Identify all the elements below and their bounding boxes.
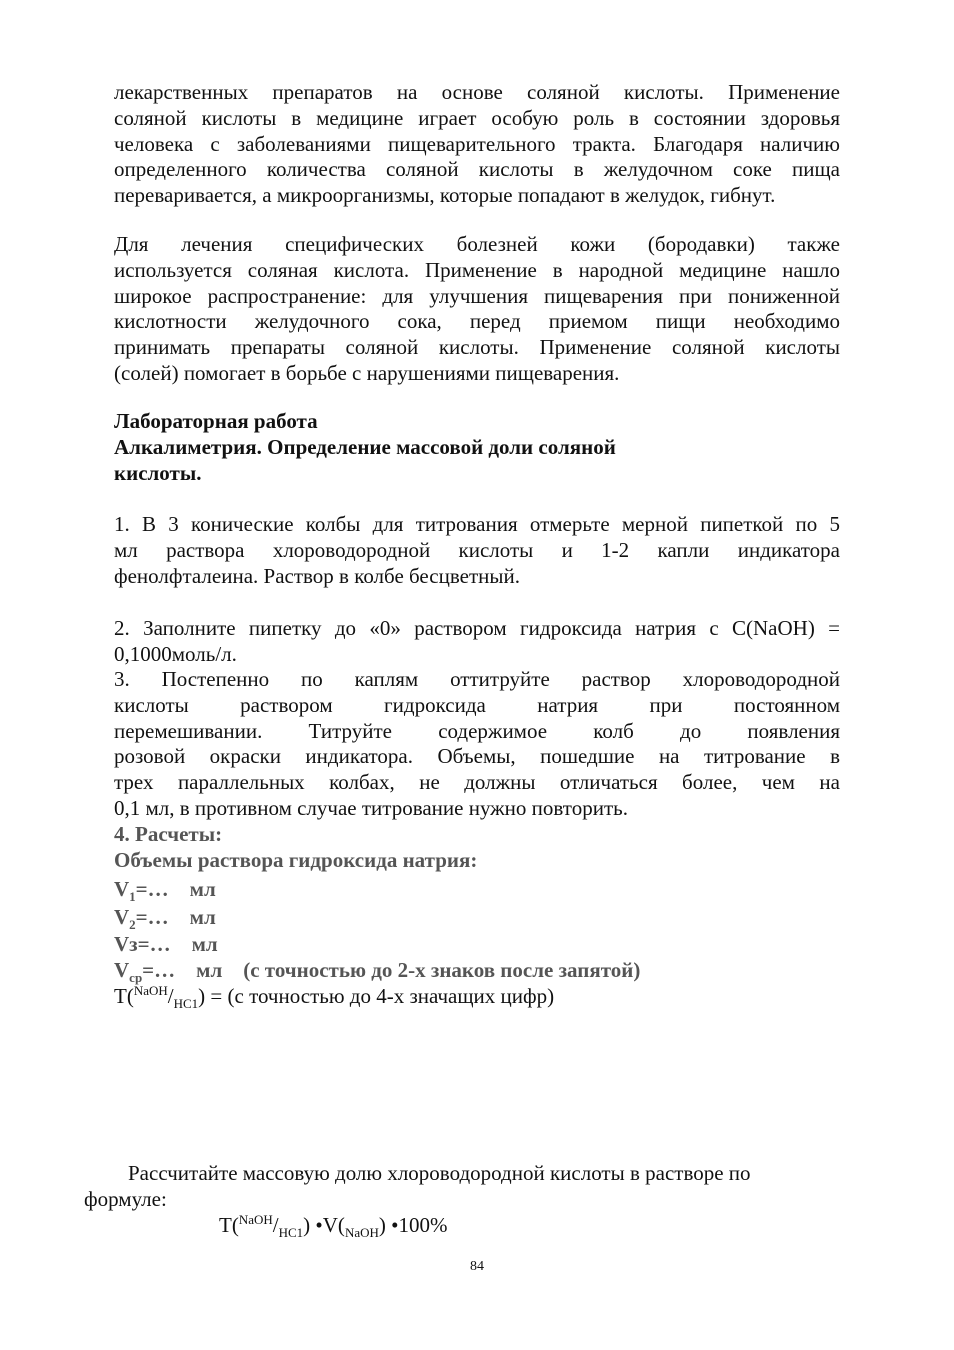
text-line: 0,1000моль/л. bbox=[114, 641, 237, 666]
volume-symbol: V bbox=[114, 876, 130, 901]
page-number: 84 bbox=[470, 1259, 484, 1274]
text-line: кислотности желудочного сока, перед приемом пищи необходимо bbox=[114, 309, 840, 334]
volume-value: =… мл bbox=[135, 876, 216, 901]
text-line: 0,1 мл, в противном случае титрование нужно повторить. bbox=[114, 795, 628, 820]
text-line: определенного количества соляной кислоты в желудочном соке пища bbox=[114, 157, 840, 182]
text-line: человека с заболеваниями пищеварительного тракта. Благодаря наличию bbox=[114, 131, 840, 156]
final-instruction bbox=[84, 1160, 844, 1212]
text-line: мл раствора хлороводородной кислоты и 1-2 капли индикатора bbox=[114, 537, 840, 562]
volume-average bbox=[114, 957, 840, 983]
calc-subtitle: Объемы раствора гидроксида натрия: bbox=[114, 847, 478, 872]
final-line: Рассчитайте массовую долю хлороводородной кислоты в растворе по bbox=[128, 1161, 751, 1185]
volume-index: 2 bbox=[129, 916, 136, 932]
text-line: 2. Заполните пипетку до «0» раствором гидроксида натрия с C(NaOH) = bbox=[114, 616, 840, 640]
heading-line: Алкалиметрия. Определение массовой доли соляной bbox=[114, 434, 616, 459]
volume-index: 1 bbox=[129, 888, 136, 904]
text-line: перемешивании. Титруйте содержимое колб до появления bbox=[114, 718, 840, 743]
text-line: широкое распространение: для улучшения пищеварения при пониженной bbox=[114, 283, 840, 308]
formula-subscript-2: NaOH bbox=[344, 1225, 379, 1240]
formula-prefix: T( bbox=[219, 1213, 239, 1237]
volume-index: ср bbox=[129, 969, 143, 985]
paragraph-intro bbox=[114, 80, 840, 209]
volume-symbol: V bbox=[114, 957, 130, 982]
calc-title: 4. Расчеты: bbox=[114, 822, 223, 846]
text-line: (солей) помогает в борьбе с нарушениями пищеварения. bbox=[114, 360, 620, 385]
titer-line bbox=[114, 983, 840, 1009]
volume-2 bbox=[114, 904, 840, 931]
formula-slash: / bbox=[272, 1213, 279, 1237]
text-line: переваривается, а микроорганизмы, которые попадают в желудок, гибнут. bbox=[114, 183, 776, 208]
paragraph-medicine bbox=[114, 232, 840, 387]
volume-symbol: V bbox=[114, 904, 130, 929]
titer-slash: / bbox=[167, 983, 174, 1008]
text-line: принимать препараты соляной кислоты. Применение соляной кислоты bbox=[114, 335, 840, 360]
calculations bbox=[114, 822, 840, 1009]
text-line: используется соляная кислота. Применение в народной медицине нашло bbox=[114, 257, 840, 282]
formula-subscript: HC1 bbox=[278, 1225, 304, 1240]
text-line: розовой окраски индикатора. Объемы, пошедшие на титрование в bbox=[114, 744, 840, 769]
step-1 bbox=[114, 512, 840, 589]
text-line: соляной кислоты в медицине играет особую роль в состоянии здоровья bbox=[114, 105, 840, 130]
volume-value: =… мл (с точностью до 2-х знаков после запятой) bbox=[142, 957, 641, 982]
step-2 bbox=[114, 616, 840, 668]
volume-1 bbox=[114, 874, 840, 904]
text-line: 3. Постепенно по каплям оттитруйте раствор хлороводородной bbox=[114, 667, 840, 691]
text-line: трех параллельных колбах, не должны отличаться более, чем на bbox=[114, 770, 840, 795]
text-line: кислоты раствором гидроксида натрия при постоянном bbox=[114, 692, 840, 717]
final-line: формуле: bbox=[84, 1187, 167, 1211]
formula-suffix: ) •100% bbox=[378, 1213, 448, 1237]
titer-prefix: T( bbox=[114, 983, 134, 1008]
volume-3: Vз=… мл bbox=[114, 931, 218, 956]
titer-superscript: NaOH bbox=[133, 982, 168, 998]
text-line: 1. В 3 конические колбы для титрования отмерьте мерной пипеткой по 5 bbox=[114, 512, 840, 536]
titer-subscript: HC1 bbox=[173, 995, 199, 1011]
formula-middle: ) •V( bbox=[303, 1213, 345, 1237]
text-line: лекарственных препаратов на основе соляной кислоты. Применение bbox=[114, 80, 840, 104]
heading-line: Лабораторная работа bbox=[114, 409, 318, 433]
formula-superscript: NaOH bbox=[238, 1212, 273, 1227]
volume-value: =… мл bbox=[135, 904, 216, 929]
mass-fraction-formula bbox=[219, 1211, 447, 1242]
titer-suffix: ) = (с точностью до 4-х значащих цифр) bbox=[198, 983, 555, 1008]
text-line: Для лечения специфических болезней кожи (бородавки) также bbox=[114, 232, 840, 256]
step-3 bbox=[114, 667, 840, 822]
text-line: фенолфталеина. Раствор в колбе бесцветный. bbox=[114, 563, 520, 588]
lab-heading bbox=[114, 409, 840, 486]
heading-line: кислоты. bbox=[114, 460, 202, 485]
